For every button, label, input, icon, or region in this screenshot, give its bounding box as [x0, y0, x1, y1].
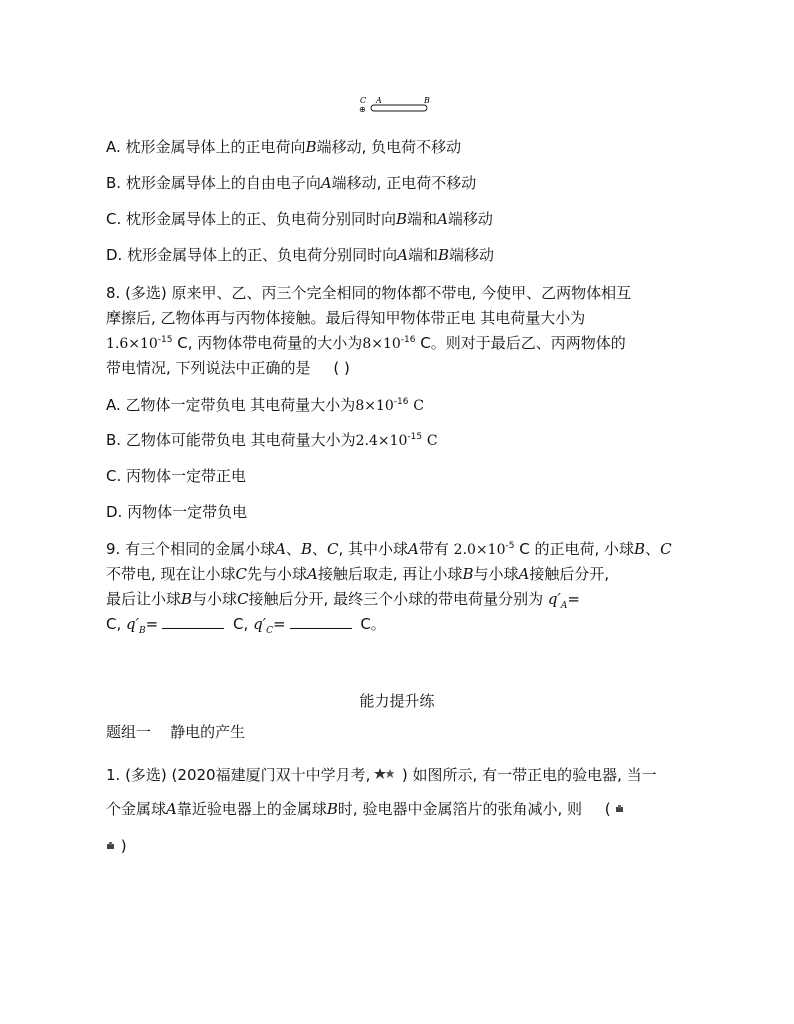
text: 带有: [418, 540, 449, 558]
var: A: [518, 565, 530, 583]
text: C. 枕形金属导体上的正、负电荷分别同时向: [106, 210, 397, 228]
text: C。: [360, 615, 386, 633]
var: C: [327, 540, 339, 558]
q1-stem-line2: [106, 799, 625, 821]
text: 与小球: [192, 590, 238, 608]
exponent: -16: [393, 397, 409, 407]
text: B. 枕形金属导体上的自由电子向: [106, 174, 321, 192]
text: 1. (多选) (2020福建厦门双十中学月考,: [106, 766, 371, 784]
answer-bracket-close: ): [120, 837, 127, 855]
text: C 的正电荷, 小球: [519, 540, 635, 558]
subscript: C: [266, 626, 273, 636]
text: 接触后分开,: [529, 565, 610, 583]
text: 端移动: [448, 246, 494, 264]
text: =: [272, 615, 286, 633]
q9-stem-line1: [106, 539, 672, 560]
text: C。则对于最后乙、丙两物体的: [420, 334, 626, 352]
var: C: [660, 540, 672, 558]
q8-option-d: D. 丙物体一定带负电: [106, 503, 248, 521]
text: 端和: [407, 246, 438, 264]
value: 2.0×10: [453, 542, 506, 558]
text: A. 枕形金属导体上的正电荷向: [106, 138, 306, 156]
text: 不带电, 现在让小球: [106, 565, 236, 583]
answer-blank-qc[interactable]: [290, 614, 352, 629]
charge-symbol: q′: [547, 590, 561, 608]
q8-option-b: [106, 430, 438, 451]
text: 接触后分开, 最终三个小球的带电荷量分别为: [248, 590, 544, 608]
text: 端移动, 正电荷不移动: [331, 174, 477, 192]
var: B: [396, 210, 408, 228]
text: C, 丙物体带电荷量的大小为: [177, 334, 363, 352]
var: A: [320, 174, 332, 192]
var: B: [437, 246, 449, 264]
text: 先与小球: [247, 565, 308, 583]
value: 2.4×10: [355, 433, 408, 449]
unit: C: [426, 433, 438, 449]
pillow-conductor-diagram: [358, 96, 428, 116]
var: A: [307, 565, 318, 583]
var: B: [462, 565, 474, 583]
label-b: B: [424, 96, 430, 105]
q7-option-b: [106, 173, 476, 193]
var: C: [235, 565, 248, 583]
conductor-svg: [358, 96, 428, 116]
value: 8×10: [362, 336, 401, 352]
text: 端移动: [447, 210, 493, 228]
q8-option-a: [106, 395, 424, 416]
text: 与小球: [473, 565, 519, 583]
var: A: [397, 246, 408, 264]
var: B: [326, 800, 338, 818]
text: 9. 有三个相同的金属小球: [106, 540, 276, 558]
var: B: [634, 540, 646, 558]
var: A: [166, 800, 177, 818]
text: 、: [285, 540, 301, 558]
text: C,: [106, 615, 122, 633]
group-heading: 题组一 静电的产生: [106, 723, 246, 741]
q8-stem-line4: [106, 358, 350, 378]
var: A: [437, 210, 448, 228]
value: 1.6×10: [106, 336, 158, 352]
subscript: A: [560, 601, 568, 611]
text: =: [145, 615, 159, 633]
text: 最后让小球: [106, 590, 182, 608]
conductor-body: [371, 105, 427, 111]
text: 靠近验电器上的金属球: [176, 800, 327, 818]
text: , 其中小球: [338, 540, 409, 558]
text: 端和: [407, 210, 438, 228]
text: 端移动, 负电荷不移动: [316, 138, 462, 156]
charge-symbol: q′: [126, 615, 140, 633]
text: ) 如图所示, 有一带正电的验电器, 当一: [401, 766, 657, 784]
exponent: -15: [407, 432, 423, 442]
q9-stem-line2: [106, 564, 609, 584]
text: 接触后取走, 再让小球: [317, 565, 463, 583]
var: B: [305, 138, 317, 156]
q9-stem-line3: [106, 589, 580, 609]
text: 带电情况, 下列说法中正确的是: [106, 359, 311, 377]
q1-stem-line3: [106, 836, 127, 858]
var: A: [275, 540, 286, 558]
q8-stem-line2: 摩擦后, 乙物体再与丙物体接触。最后得知甲物体带正电 其电荷量大小为: [106, 309, 586, 327]
text: 个金属球: [106, 800, 167, 818]
var: B: [300, 540, 312, 558]
q8-stem-line3: [106, 333, 626, 354]
label-a: A: [376, 96, 382, 105]
var: C: [237, 590, 249, 608]
text: =: [567, 590, 580, 608]
subscript: B: [139, 626, 146, 636]
var: B: [181, 590, 193, 608]
text: 、: [645, 540, 661, 558]
text: A. 乙物体一定带负电 其电荷量大小为: [106, 396, 356, 414]
q1-stem-line1: [106, 765, 657, 787]
answer-blank-qb[interactable]: [162, 614, 224, 629]
exponent: -5: [505, 541, 515, 551]
difficulty-stars-icon: [375, 767, 397, 787]
plus-charge-symbol: ⊕: [359, 105, 366, 114]
q8-option-c: C. 丙物体一定带正电: [106, 467, 247, 485]
value: 8×10: [355, 398, 394, 414]
exponent: -16: [400, 335, 416, 345]
text: B. 乙物体可能带负电 其电荷量大小为: [106, 431, 356, 449]
q7-option-d: [106, 245, 494, 265]
charge-symbol: q′: [253, 615, 267, 633]
text: C,: [233, 615, 249, 633]
label-c: C: [360, 96, 367, 105]
exponent: -15: [157, 335, 173, 345]
q8-stem-line1: 8. (多选) 原来甲、乙、丙三个完全相同的物体都不带电, 今使甲、乙两物体相互: [106, 284, 632, 302]
text: D. 枕形金属导体上的正、负电荷分别同时向: [106, 246, 398, 264]
ref-mark-icon: [615, 801, 625, 821]
section-title: 能力提升练: [359, 692, 435, 710]
answer-bracket: ( ): [333, 359, 350, 377]
text: 时, 验电器中金属箔片的张角减小, 则: [337, 800, 582, 818]
text: 、: [311, 540, 327, 558]
q7-option-c: [106, 209, 493, 229]
ref-mark-icon: [106, 838, 116, 858]
unit: C: [413, 398, 424, 414]
answer-bracket-open: (: [604, 800, 611, 818]
q7-option-a: [106, 137, 461, 157]
q9-stem-line4: [106, 614, 386, 634]
var: A: [408, 540, 419, 558]
